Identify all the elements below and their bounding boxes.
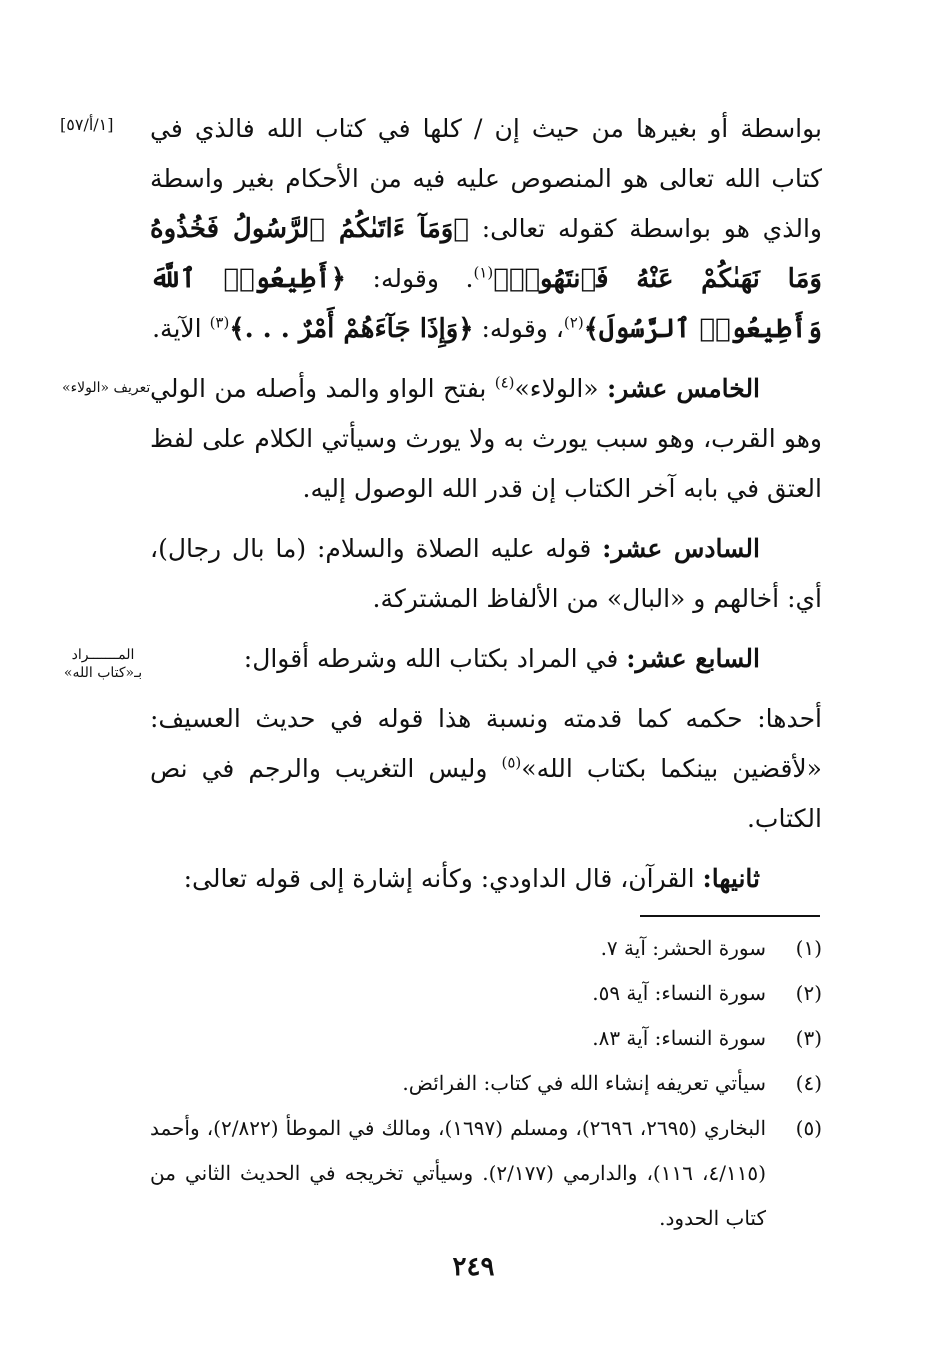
footnotes [150, 926, 822, 1241]
footnote-text: سورة الحشر: آية ٧. [600, 936, 766, 960]
footnote-ref-4: (٤) [494, 373, 515, 392]
margin-ref-tag [60, 116, 114, 135]
footnote-1 [150, 926, 822, 971]
paragraph-4 [150, 634, 822, 684]
footnote-3 [150, 1016, 822, 1061]
footnote-ref-1: (١) [473, 263, 494, 282]
margin-note-murad-line1: المـــــــراد [71, 647, 135, 663]
p1-text-2: . وقوله: [345, 264, 474, 293]
footnote-text: سورة النساء: آية ٨٣. [592, 1026, 766, 1050]
footnote-ref-2: (٢) [563, 313, 584, 332]
p1-text-3: ، وقوله: [473, 314, 564, 343]
paragraph-2 [150, 364, 822, 514]
p6-text-1: القرآن، قال الداودي: وكأنه إشارة إلى قوله تعالى: [183, 864, 703, 893]
footnote-2 [150, 971, 822, 1016]
footnote-number: (٥) [795, 1116, 822, 1140]
p4-text-1: في المراد بكتاب الله وشرطه أقوال: [243, 644, 627, 673]
footnote-text: سورة النساء: آية ٥٩. [592, 981, 766, 1005]
p1-text-1: بواسطة أو بغيرها من حيث إن / كلها في كتاب الله فالذي في كتاب الله تعالى هو المنصوص عليه فيه من الأحكام بغير واسطة والذي هو بواسطة كقوله تعالى: [150, 114, 822, 243]
margin-note-murad-line2: بـ«كتاب الله» [63, 665, 143, 681]
footnote-number: (٢) [795, 981, 822, 1005]
subheading-second: ثانيها: [702, 864, 760, 893]
p2-text-1: «الولاء» [514, 374, 608, 403]
footnote-text: سيأتي تعريفه إنشاء الله في كتاب: الفرائض. [402, 1071, 766, 1095]
p5-text-1: أحدها: حكمه كما قدمته ونسبة هذا قوله في حديث العسيف: «لأقضين بينكما بكتاب الله» [150, 704, 822, 783]
paragraph-6 [150, 854, 822, 904]
paragraph-3 [150, 524, 822, 624]
main-text [150, 104, 822, 914]
paragraph-1 [150, 104, 822, 354]
quran-verse-2: ﴿أَطِيعُوا۟ ٱللَّهَ وَأَطِيعُوا۟ ٱلرَّسُولَ﴾ [150, 264, 822, 344]
quran-verse-1: ﴿وَمَآ ءَاتَىٰكُمُ ٱلرَّسُولُ فَخُذُوهُ وَمَا نَهَىٰكُمْ عَنْهُ فَٱنتَهُوا۟﴾ [150, 214, 822, 294]
paragraph-5 [150, 694, 822, 844]
p3-text-1: قوله عليه الصلاة والسلام: (ما بال رجال)، أي: أخالهم و «البال» من الألفاظ المشتركة. [150, 534, 822, 613]
margin-note-murad [58, 646, 148, 682]
manuscript-folio-ref: [١/أ/٥٧] [60, 115, 114, 134]
section-heading-17: السابع عشر: [626, 644, 760, 673]
footnote-number: (٣) [795, 1026, 822, 1050]
footnote-ref-3: (٣) [209, 313, 230, 332]
section-heading-16: السادس عشر: [602, 534, 760, 563]
footnote-5 [150, 1106, 822, 1241]
margin-note-wala: تعريف «الولاء» [62, 380, 151, 396]
footnote-separator [640, 915, 820, 917]
page-number: ٢٤٩ [452, 1252, 495, 1282]
footnote-4 [150, 1061, 822, 1106]
footnote-text: البخاري (٢٦٩٥، ٢٦٩٦)، ومسلم (١٦٩٧)، ومالك في الموطأ (٢/٨٢٢)، وأحمد (٤/١١٥، ١١٦)، والدارمي (٢/١٧٧). وسيأتي تخريجه في الحديث الثاني من كتاب الحدود. [150, 1116, 767, 1230]
p2-text-2: بفتح الواو والمد وأصله من الولي وهو القرب، وهو سبب يورث به ولا يورث وسيأتي الكلام على لفظ العتق في بابه آخر الكتاب إن قدر الله الوصول إليه. [150, 374, 822, 503]
p1-text-4: الآية. [152, 314, 210, 343]
p5-text-2: وليس التغريب والرجم في نص الكتاب. [150, 754, 822, 833]
section-heading-15: الخامس عشر: [607, 374, 761, 403]
footnote-number: (٤) [795, 1071, 822, 1095]
footnote-number: (١) [795, 936, 822, 960]
footnote-ref-5: (٥) [501, 753, 522, 772]
quran-verse-3: ﴿وَإِذَا جَآءَهُمْ أَمْرٌ . . .﴾ [229, 314, 474, 344]
